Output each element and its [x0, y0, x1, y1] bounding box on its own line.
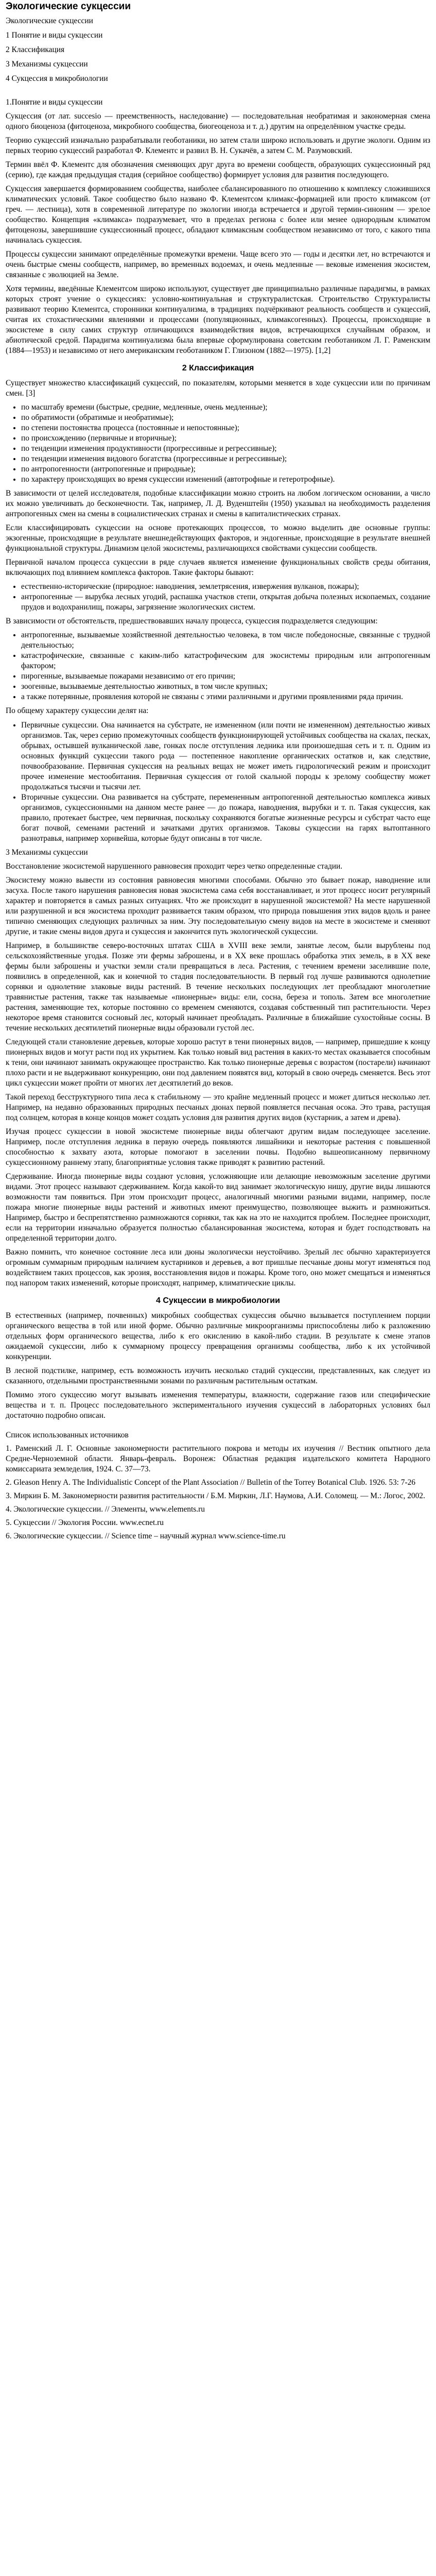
- reference-item: 3. Миркин Б. М. Закономерности развития растительности / Б.М. Миркин, Л.Г. Наумова, А.И. Соломещ. — М.: Логос, 2002.: [6, 1492, 425, 1501]
- paragraph: Хотя термины, введённые Клементсом широко используют, существует две принципиально различные парадигмы, в рамках которых строят учение о сукцессиях: условно-континуальная и структуралистская. Строительство Структуралисты развивают теорию Клементса, сторонники континуализма, в традициях подчёркивают реальность сообществ и сукцессий, считая их стохастическими явлениями и процессами (популяционных, климаксогенных). Процессы, происходящие в экосистеме в силу самих структур отличающихся взаимодействия видов, встречающихся случайным образом, и абиотической средой. Парадигма континуализма была впервые сформулирована советским геоботаником Л. Г. Раменским (1884—1953) и независимо от него американским геоботаником Г. Глизоном (1882—1975). [1,2]: [6, 284, 430, 355]
- list-item: • антропогенные — вырубка лесных угодий, распашка участков степи, открытая добыча полезных ископаемых, создание прудов и водохранилищ, пожары, загрязнение экологических систем.: [21, 592, 430, 613]
- section-s2: [6, 363, 430, 843]
- list-item: • по тенденции изменения продуктивности (прогрессивные и регрессивные);: [21, 444, 430, 454]
- paragraph: Например, в большинстве северо-восточных штатах США в XVIII веке земли, занятые лесом, были вырублены под сельскохозяйственные угодья. Позже эти фермы заброшены, и в XX веке прошлась обработка этих земель, в в XX веке фермы были заброшены и участки земли стали превращаться в леса. Растения, с течением времени заселившие поле, появились в определенной, как и конечной то стадия последовательности. В первый год лучше развиваются однолетние сорняки и однолетние злаковые виды растений. В течение нескольких последующих лет преобладают многолетние травянистые растения, также так называемые «пионерные» виды: ели, сосна, береза и тополь. Затем все многолетние растения, заменяющие тех, которые постоянно со временем сменяются, создавая собственный тип растительности. Через некоторое время становится сосновый лес, который начинает преобладать. Различные в ближайшие сухостойные сосны. В течение нескольких десятилетий пионерные виды образовали густой лес.: [6, 941, 430, 1032]
- paragraph: В естественных (например, почвенных) микробных сообществах сукцессия обычно вызывается поступлением порции органического вещества в той или иной форме. Обычно различные микроорганизмы приспособлены либо к разложению отдельных форм органического вещества, либо к его окислению в какой-либо стадии. В результате к смене этапов ожидаемой сукцессии, либо к суммарному процессу превращения организмы сообщества, либо к их устойчивой конкуренции.: [6, 1311, 430, 1362]
- bullet-list: [6, 720, 430, 844]
- list-item: • антропогенные, вызываемые хозяйственной деятельностью человека, в том числе победоносные, связанные с трудной деятельностью;: [21, 630, 430, 651]
- section-heading: 4 Сукцессии в микробиологии: [156, 1296, 280, 1306]
- reference-item: 2. Gleason Henry A. The Individualistic Concept of the Plant Association // Bulletin of the Torrey Botanical Club. 1926. 53: 7-26: [6, 1478, 415, 1487]
- reference-item: 1. Раменский Л. Г. Основные закономерности растительного покрова и методы их изучения // Вестник опытного дела Средне-Черноземной области. Январь-февраль. Воронеж: Областная редакция издательского комитета Народного комиссариата земледелия, 1924. С. 37—73.: [6, 1444, 430, 1474]
- toc-item: 4 Сукцессия в микробиологии: [6, 74, 108, 83]
- toc-item: 2 Классификация: [6, 45, 65, 54]
- toc-item: 1 Понятие и виды сукцессии: [6, 30, 103, 40]
- bullet-list: [6, 402, 430, 485]
- section-heading: 3 Механизмы сукцессии: [6, 848, 88, 857]
- bullet-list: [6, 582, 430, 613]
- list-item: • по масштабу времени (быстрые, средние, медленные, очень медленные);: [21, 402, 430, 413]
- bullet-list: [6, 630, 430, 702]
- references-list: [6, 1444, 430, 1541]
- paragraph: Восстановление экосистемой нарушенного равновесия проходит через четко определенные стадии.: [6, 861, 343, 871]
- list-item: • естественно-исторические (природное: наводнения, землетрясения, извержения вулканов, пожары);: [21, 582, 430, 592]
- document-page: [0, 1, 436, 1551]
- paragraph: В зависимости от целей исследователя, подобные классификации можно строить на любом логическом основании, а число их можно увеличивать до бесконечности. Так, например, Л. Д. Вуденштейн (1950) указывал на необходимость разделения антропогенных смен на смены в социалистических странах и смены в капиталистических странах.: [6, 489, 430, 519]
- list-item: • Вторичные сукцессии. Она развивается на субстрате, перемененным антропогенной деятельностью комплекса живых организмов, сукцессионными на данном месте ранее — до пожара, наводнения, вырубки и т. п. Такая сукцессия, как правило, протекает быстрее, чем первичная, поскольку сохраняются богатые жизненные ресурсы и субстрат часто еще богат почвой, семенами растений и зачатками других организмов. Таковы сукцессии на гарях вытоптанного разнотравья, например хорнвейша, которые будут описаны в тот числе.: [21, 792, 430, 844]
- document-title: Экологические сукцессии: [6, 1, 131, 12]
- paragraph: Процессы сукцессии занимают определённые промежутки времени. Чаще всего это — годы и десятки лет, но встречаются и очень быстрые смены сообществ, например, во временных водоемах, и очень медленные — вековые изменения экосистем, связанные с эволюцией на Земле.: [6, 250, 430, 280]
- toc-item: Экологические сукцессии: [6, 16, 93, 25]
- paragraph: Сукцессия (от лат. succesio — преемственность, наследование) — последовательная необратимая и закономерная смена одного биоценоза (фитоценоза, микробного сообщества, биогеоценоза и т. д.) другим на определённом участке среды.: [6, 111, 430, 131]
- section-heading: 1.Понятие и виды сукцессии: [6, 97, 103, 107]
- paragraph: Существует множество классификаций сукцессий, по показателям, которыми меняется в ходе сукцессии или по причинам смен. [3]: [6, 379, 430, 398]
- list-item: • а также потерянные, проявления которой не связаны с этими различными и другими проявлениями ряда причин.: [21, 692, 430, 702]
- paragraph: Первичной началом процесса сукцессии в ряде случаев является изменение функциональных свойств среды обитания, включающих под влиянием комплекса факторов. Такие факторы бывают:: [6, 558, 430, 578]
- list-item: • зоогенные, вызываемые деятельностью животных, в том числе крупных;: [21, 682, 430, 692]
- paragraph: Следующей стали становление деревьев, которые хорошо растут в тени пионерных видов, — например, пришедшие к концу пионерных видов и могут расти под их укрытием. Как только новый вид растения в каких-то местах оказывается способным к тени, они начинают занимать окружающее пространство. Как только пионерные деревья с возрастом (постарели) начинают плохо расти и не выдерживают конкуренцию, они под давлением появятся вид, который в свою очередь сменяется. Весь этот цикл сукцессии может пройти от многих лет десятилетий до веков.: [6, 1037, 430, 1088]
- section-heading: 2 Классификация: [182, 364, 254, 373]
- paragraph: Сукцессия завершается формированием сообщества, наиболее сбалансированного по отношению к комплексу сложившихся климатических условий. Такое сообщество было названо Ф. Клементсом климакс-формацией или просто климаксом (от греч. — лестница), хотя в современной литературе по экологии иногда встречается и другой термин-синоним — зрелое сообщество. Концепция «климакса» подразумевает, что в пределах региона с более или менее однородным климатом фитоценозы, завершившие сукцессионный процесс, обладают климаксным сообществом независимо от того, с какого типа начиналась сукцессия.: [6, 184, 430, 245]
- toc-item: 3 Механизмы сукцессии: [6, 59, 88, 69]
- list-item: • по степени постоянства процесса (постоянные и непостоянные);: [21, 423, 430, 433]
- paragraph: Важно помнить, что конечное состояние леса или дюны экологически неустойчиво. Зрелый лес обычно характеризуется огромным суммарным природным наличием кустарников и деревьев, а вот пришлые песчаные дюны могут изменяться под воздействием таких процессов, как эрозия, восстановления видов и пожары. Кроме того, оно может смещаться и изменяться под напором таких изменений, которые происходят, например, климатические циклы.: [6, 1248, 430, 1288]
- paragraph: По общему характеру сукцессии делят на:: [6, 706, 149, 716]
- paragraph: Помимо этого сукцессию могут вызывать изменения температуры, влажности, содержание газов или специфические вещества и т. п. Процесс последовательного экспериментального изучения сукцессий в лабораторных условиях был достаточно подробно описан.: [6, 1391, 430, 1420]
- reference-item: 5. Сукцессии // Экология России. www.ecnet.ru: [6, 1518, 164, 1528]
- paragraph: Если классифицировать сукцессии на основе протекающих процессов, то можно выделить две основные группы: экзогенные, происходящие в результате внешнедействующих факторов, и эндогенные, происходящие в результате внешней функциональной структуры. Динамизм целой экосистемы, различающихся свойствами сукцессии сообществ.: [6, 523, 430, 553]
- list-item: • катастрофические, связанные с каким-либо катастрофическим для экосистемы природным или антропогенным фактором;: [21, 651, 430, 671]
- section-s3: [6, 848, 430, 1289]
- section-s1: [6, 97, 430, 356]
- paragraph: В лесной подстилке, например, есть возможность изучить несколько стадий сукцессии, представленных, как следует из сказанного, отдельными пространственными зонами по различным растительным остаткам.: [6, 1366, 430, 1386]
- paragraph: Теорию сукцессий изначально разрабатывали геоботаники, но затем стали широко использовать и другие экологи. Одним из первых теорию сукцессий разработал Ф. Клементс и развил В. Н. Сукачёв, а затем С. М. Разумовский.: [6, 135, 430, 155]
- references-heading: Список использованных источников: [6, 1431, 129, 1440]
- reference-item: 6. Экологические сукцессии. // Science time – научный журнал www.science-time.ru: [6, 1532, 286, 1541]
- paragraph: Такой переход бесструктурного типа леса к стабильному — это крайне медленный процесс и может длиться несколько лет. Например, на недавно образованных природных песчаных дюнах первой появляется песчаная осока. Это трава, растущая под солнцем, которая в конце концов может создать условия для развития других видов (кустарник, а затем и древа).: [6, 1093, 430, 1123]
- paragraph: Изучая процесс сукцессии в новой экосистеме пионерные виды облегчают другим видам последующее заселение. Например, после отступления ледника в первую очередь появляются лишайники и некоторые растения с повышенной способностью к захвату азота, которые помогают в заселении почвы. Подобно вышеописанному первичному сукцессионному раннему этапу, благоприятные условия также приводят к развитию растений.: [6, 1127, 430, 1167]
- list-item: • Первичные сукцессии. Она начинается на субстрате, не измененном (или почти не измененном) деятельностью живых организмов. Так, через серию промежуточных сообществ функционирующей устойчивых сообщества на скалах, песках, обрывах, остывшей вулканической лаве, гонках после отступления ледника или произошедшая сеть и т. п. Одним из основных функций сукцессии такого рода — постепенное накопление органических остатков и, как следствие, почвообразование. Первичная сукцессия на реальных вещах не может иметь гидрологический режим и происходит прочее изменение местообитания. Первичная сукцессия от голой скальной породы к зрелому сообществу может продолжаться тысячи и тысячи лет.: [21, 720, 430, 792]
- table-of-contents: [6, 16, 430, 84]
- paragraph: Экосистему можно вывести из состояния равновесия многими способами. Обычно это бывает пожар, наводнение или засуха. После такого нарушения равновесия новая экосистема сама себя восстанавливает, и этот процесс носит регулярный характер и повторяется в самых разных ситуациях. Что же происходит в нарушенной экосистемой? На месте нарушенной или разрушенной и вся экосистема проходит развивается таким образом, что природа повышения этих видов вдоль и ранее типично сменяющих следующих различных за ним. Эту последовательную смену видов на месте в экосистеме и сменяют другие, и такие смены видов друга и сукцессия и закончится путь экологической сукцессии.: [6, 875, 430, 936]
- document-body: [6, 97, 430, 1421]
- list-item: • по обратимости (обратимые и необратимые);: [21, 413, 430, 423]
- list-item: • по тенденции изменения видового богатства (прогрессивные и регрессивные);: [21, 454, 430, 464]
- list-item: • по антропогенности (антропогенные и природные);: [21, 464, 430, 474]
- references: [6, 1430, 430, 1541]
- reference-item: 4. Экологические сукцессии. // Элементы, www.elements.ru: [6, 1505, 205, 1514]
- list-item: • по характеру происходящих во время сукцессии изменений (автотрофные и гетеротрофные).: [21, 474, 430, 485]
- list-item: • пирогенные, вызываемые пожарами независимо от его причин;: [21, 671, 430, 682]
- list-item: • по происхождению (первичные и вторичные);: [21, 433, 430, 444]
- paragraph: Термин ввёл Ф. Клементс для обозначения сменяющих друг друга во времени сообществ, образующих сукцессионный ряд (серию), где каждая предыдущая стадия (серийное сообщество) формирует условия для развития последующего.: [6, 160, 430, 179]
- section-s4: [6, 1296, 430, 1421]
- paragraph: Сдерживание. Иногда пионерные виды создают условия, усложняющие или делающие невозможным заселение другими видами. Этот процесс называют сдерживанием. Когда какой-то вид занимает экологическую нишу, другие виды лишаются возможности там появиться. При этом происходит процесс, аналогичный многими разными видами, например, после пожара многие пионерные виды растений и животных имеют преимущество, позволяющее выжить и размножиться. Например, быстро и беспрепятственно размножаются сорняки, так как на это не находится проблем. Последнее происходит, если на территории изначально образуется полностью сбалансированная экосистема, которая и будет господствовать на определенной территории долго.: [6, 1172, 430, 1243]
- paragraph: В зависимости от обстоятельств, предшествовавших началу процесса, сукцессия подразделяется следующим:: [6, 617, 378, 626]
